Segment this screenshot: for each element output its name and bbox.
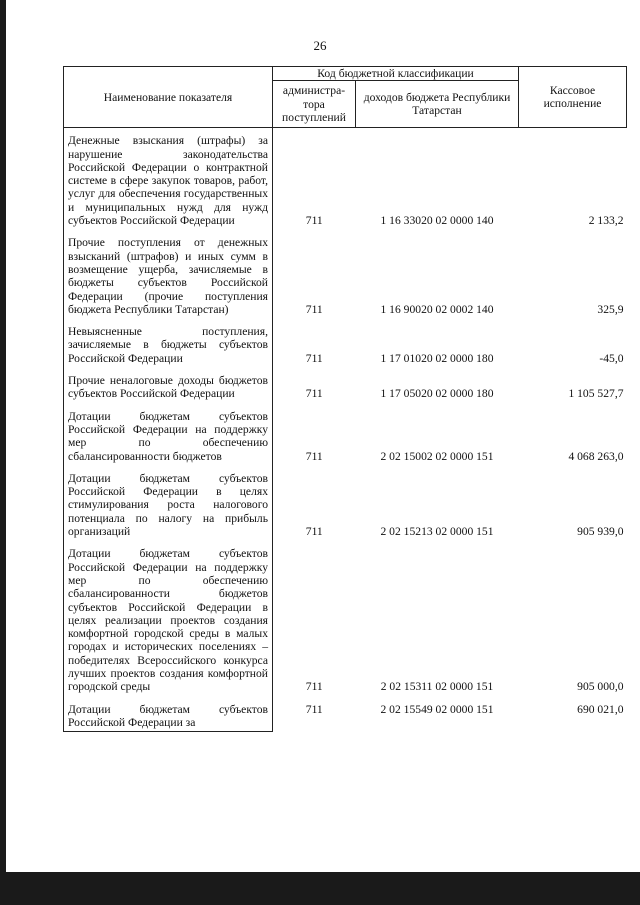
row-code: 1 16 90020 02 0002 140 [380,302,494,316]
row-admin: 711 [305,387,323,401]
scan-edge-bottom [0,872,640,905]
row-admin: 711 [305,302,323,316]
row-code: 1 17 05020 02 0000 180 [380,387,494,401]
row-amount: 690 021,0 [577,702,624,716]
budget-table [63,66,627,732]
row-code: 1 16 33020 02 0000 140 [380,214,494,228]
row-admin: 711 [305,351,323,365]
table-row [64,128,627,231]
row-amount: 905 939,0 [577,525,624,539]
header-classification: Код бюджетной классификации [273,67,519,81]
table-row [64,368,627,404]
row-name: Прочие неналоговые доходы бюджетов субъектов Российской Федерации [64,368,273,404]
scan-edge-left [0,0,6,905]
row-amount: -45,0 [599,351,624,365]
row-code: 2 02 15002 02 0000 151 [380,449,494,463]
row-amount: 4 068 263,0 [568,449,624,463]
row-code: 2 02 15311 02 0000 151 [380,680,494,694]
row-name: Прочие поступления от денежных взысканий (штрафов) и иных сумм в возмещение ущерба, зачисляемые в бюджеты субъектов Российской Федерации (прочие поступления бюджета Республики Татарстан) [64,230,273,319]
row-admin: 711 [305,702,323,716]
row-name: Невыясненные поступления, зачисляемые в бюджеты субъектов Российской Федерации [64,319,273,368]
table-row [64,404,627,466]
row-name: Дотации бюджетам субъектов Российской Федерации на поддержку мер по обеспечению сбалансированности бюджетов [64,404,273,466]
row-admin: 711 [305,449,323,463]
table-row [64,466,627,541]
header-admin: администра-тора поступлений [273,81,356,128]
table-row [64,319,627,368]
header-income: доходов бюджета Республики Татарстан [356,81,519,128]
row-name: Денежные взыскания (штрафы) за нарушение законодательства Российской Федерации о контрактной системе в сфере закупок товаров, работ, услуг для обеспечения государственных и муниципальных нужд для нужд субъектов Российской Федерации [64,128,273,231]
row-code: 2 02 15213 02 0000 151 [380,525,494,539]
table-row [64,541,627,696]
row-admin: 711 [305,680,323,694]
table-row [64,697,627,732]
row-name: Дотации бюджетам субъектов Российской Федерации на поддержку мер по обеспечению сбалансированности бюджетов субъектов Российской Федерации в целях реализации проектов создания комфортной городской среды в малых городах и исторических поселениях – победителях Всероссийского конкурса лучших проектов создания комфортной городской среды [64,541,273,696]
row-name: Дотации бюджетам субъектов Российской Федерации за [64,697,273,732]
header-amount: Кассовое исполнение [519,67,627,128]
row-amount: 2 133,2 [588,214,624,228]
row-code: 1 17 01020 02 0000 180 [380,351,494,365]
row-admin: 711 [305,214,323,228]
row-admin: 711 [305,525,323,539]
row-amount: 1 105 527,7 [568,387,624,401]
table-row [64,230,627,319]
header-name: Наименование показателя [64,67,273,128]
row-code: 2 02 15549 02 0000 151 [380,702,494,716]
row-amount: 325,9 [597,302,624,316]
page-number: 26 [313,38,327,53]
row-amount: 905 000,0 [577,680,624,694]
row-name: Дотации бюджетам субъектов Российской Федерации в целях стимулирования роста налогового потенциала по налогу на прибыль организаций [64,466,273,541]
